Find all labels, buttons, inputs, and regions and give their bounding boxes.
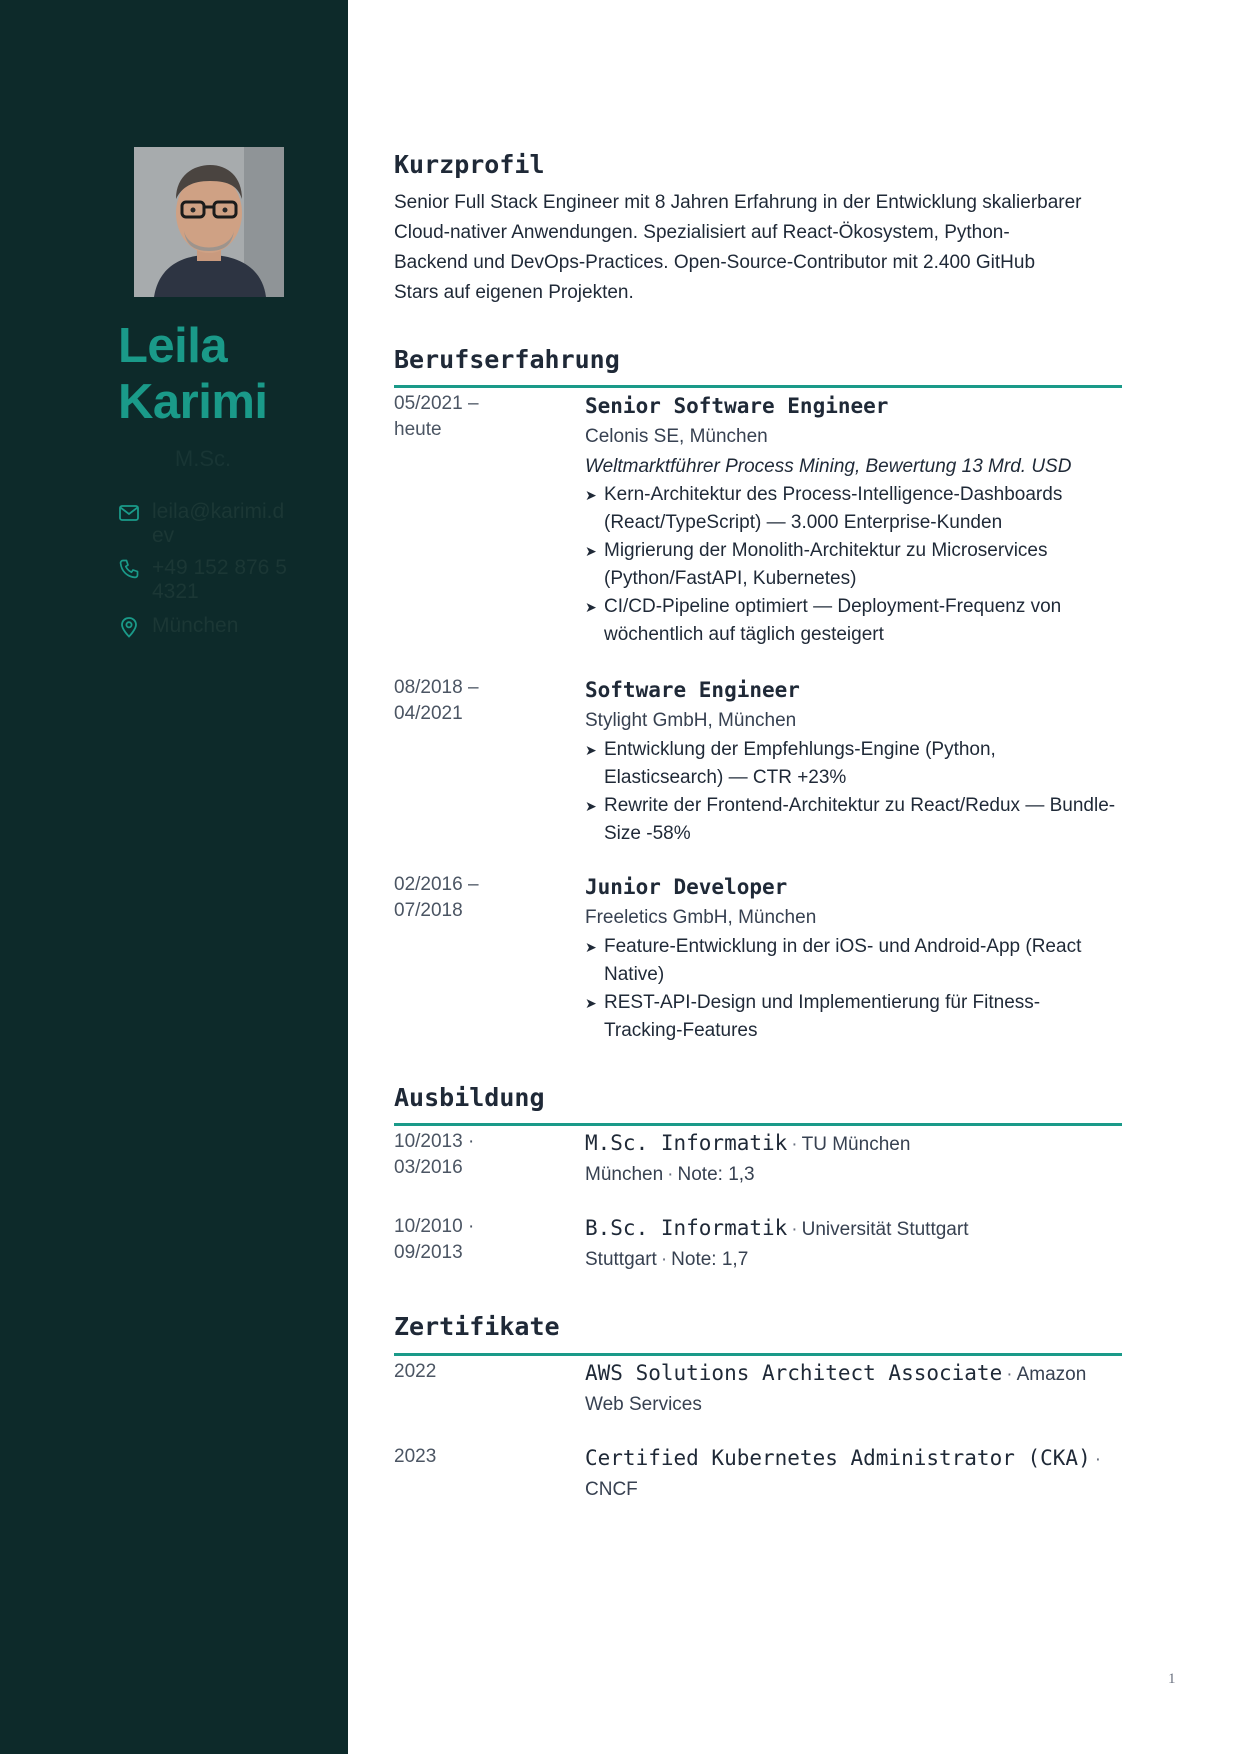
mail-icon xyxy=(118,502,140,524)
arrow-bullet-icon: ➤ xyxy=(585,939,597,955)
arrow-bullet-icon: ➤ xyxy=(585,995,597,1011)
job-date xyxy=(394,872,534,924)
date-end: 07/2018 xyxy=(394,900,463,921)
page-number: 1 xyxy=(1168,1671,1176,1687)
education-school: Universität Stuttgart xyxy=(801,1219,969,1240)
education-detail-line xyxy=(585,1245,1145,1275)
certificate-issuer: Amazon xyxy=(1016,1364,1087,1385)
certificate-issuer-line: CNCF xyxy=(585,1479,638,1500)
list-item xyxy=(585,792,1145,848)
certificate-name: AWS Solutions Architect Associate xyxy=(585,1361,1003,1385)
location-text: München xyxy=(152,614,239,637)
email-text: leila@karimi.dev xyxy=(152,500,285,547)
name-first: Leila xyxy=(118,319,228,373)
list-item xyxy=(585,593,1145,649)
job-title: Senior Software Engineer xyxy=(585,394,889,418)
job-company: Celonis SE, München xyxy=(585,426,768,447)
bullet-line: Tracking-Features xyxy=(604,1020,758,1041)
bullet-line: Rewrite der Frontend-Architektur zu React/Redux — Bundle- xyxy=(604,795,1116,816)
profile-line: Stars auf eigenen Projekten. xyxy=(394,282,634,303)
separator-dot: · xyxy=(791,1134,798,1155)
section-divider xyxy=(394,1353,1122,1356)
profile-line: Backend und DevOps-Practices. Open-Source-Contributor mit 2.400 GitHub xyxy=(394,252,1036,273)
job-entry xyxy=(585,390,1145,649)
bullet-line: (Python/FastAPI, Kubernetes) xyxy=(604,568,857,589)
location-pin-icon xyxy=(118,616,140,638)
company-city: München xyxy=(718,710,797,731)
contact-location xyxy=(118,614,292,638)
separator-dot: · xyxy=(667,1164,674,1185)
arrow-bullet-icon: ➤ xyxy=(585,487,597,503)
job-bullets xyxy=(585,933,1145,1045)
phone-text: +49 152 876 54321 xyxy=(152,556,287,603)
job-entry xyxy=(585,871,1145,1045)
bullet-line: Entwicklung der Empfehlungs-Engine (Python, xyxy=(604,739,996,760)
list-item xyxy=(585,736,1145,792)
company-name: Freeletics GmbH xyxy=(585,907,728,928)
section-heading-education: Ausbildung xyxy=(394,1083,545,1112)
company-description: Weltmarktführer Process Mining, Bewertung 13 Mrd. USD xyxy=(585,456,1072,477)
bullet-line: Elasticsearch) — CTR +23% xyxy=(604,767,847,788)
education-entry xyxy=(585,1128,1145,1190)
arrow-bullet-icon: ➤ xyxy=(585,798,597,814)
list-item xyxy=(585,537,1145,593)
profile-photo xyxy=(134,147,284,297)
bullet-line: REST-API-Design und Implementierung für Fitness- xyxy=(604,992,1041,1013)
certificate-entry xyxy=(585,1358,1145,1420)
section-divider xyxy=(394,385,1122,388)
education-grade: Note: 1,7 xyxy=(671,1249,749,1270)
contact-phone[interactable] xyxy=(118,556,292,604)
certificate-line xyxy=(585,1443,1145,1475)
company-name: Celonis SE xyxy=(585,426,679,447)
bullet-line: (React/TypeScript) — 3.000 Enterprise-Kunden xyxy=(604,512,1003,533)
list-item xyxy=(585,989,1145,1045)
bullet-line: Feature-Entwicklung in der iOS- und Android-App (React xyxy=(604,936,1082,957)
profile-line: Cloud-nativer Anwendungen. Spezialisiert auf React-Ökosystem, Python- xyxy=(394,222,1010,243)
arrow-bullet-icon: ➤ xyxy=(585,742,597,758)
date-end: heute xyxy=(394,419,442,440)
section-divider xyxy=(394,1123,1122,1126)
company-city: München xyxy=(689,426,768,447)
education-city: Stuttgart xyxy=(585,1249,657,1270)
job-bullets xyxy=(585,736,1145,848)
bullet-line: Kern-Architektur des Process-Intelligence-Dashboards xyxy=(604,484,1063,505)
bullet-line: Native) xyxy=(604,964,665,985)
phone-icon xyxy=(118,558,140,580)
certificate-entry xyxy=(585,1443,1145,1505)
education-date xyxy=(394,1129,534,1181)
section-heading-profile: Kurzprofil xyxy=(394,150,545,179)
job-title: Software Engineer xyxy=(585,678,800,702)
bullet-line: Migrierung der Monolith-Architektur zu Microservices xyxy=(604,540,1048,561)
date-start: 10/2010 · xyxy=(394,1216,475,1237)
company-name: Stylight GmbH xyxy=(585,710,708,731)
job-title: Junior Developer xyxy=(585,875,788,899)
certificate-line xyxy=(585,1358,1145,1390)
education-date xyxy=(394,1214,534,1266)
academic-degree: M.Sc. xyxy=(174,446,232,471)
education-heading-line xyxy=(585,1213,1145,1245)
separator-dot: · xyxy=(1006,1364,1013,1385)
bullet-line: CI/CD-Pipeline optimiert — Deployment-Frequenz von xyxy=(604,596,1062,617)
list-item xyxy=(585,933,1145,989)
date-start: 05/2021 – xyxy=(394,393,479,414)
date-start: 08/2018 – xyxy=(394,677,479,698)
education-heading-line xyxy=(585,1128,1145,1160)
education-detail-line xyxy=(585,1160,1145,1190)
date-end: 09/2013 xyxy=(394,1242,463,1263)
education-degree: B.Sc. Informatik xyxy=(585,1216,788,1240)
date-end: 04/2021 xyxy=(394,703,463,724)
separator-dot: · xyxy=(1094,1449,1102,1470)
education-degree: M.Sc. Informatik xyxy=(585,1131,788,1155)
separator-dot: · xyxy=(660,1249,668,1270)
list-item xyxy=(585,481,1145,537)
date-start: 02/2016 – xyxy=(394,874,479,895)
section-heading-certificates: Zertifikate xyxy=(394,1312,560,1341)
job-bullets xyxy=(585,481,1145,649)
education-city: München xyxy=(585,1164,664,1185)
profile-line: Senior Full Stack Engineer mit 8 Jahren Erfahrung in der Entwicklung skalierbarer xyxy=(394,192,1082,213)
bullet-line: Size -58% xyxy=(604,823,691,844)
certificate-issuer-line: Web Services xyxy=(585,1394,702,1415)
date-start: 10/2013 · xyxy=(394,1131,475,1152)
contact-email[interactable] xyxy=(118,500,292,548)
education-school: TU München xyxy=(801,1134,911,1155)
job-date xyxy=(394,675,534,727)
job-date xyxy=(394,391,534,443)
profile-summary xyxy=(394,188,1134,308)
certificate-name: Certified Kubernetes Administrator (CKA) xyxy=(585,1446,1091,1470)
job-company: Freeletics GmbH, München xyxy=(585,907,817,928)
name-last: Karimi xyxy=(118,375,268,429)
arrow-bullet-icon: ➤ xyxy=(585,543,597,559)
date-end: 03/2016 xyxy=(394,1157,463,1178)
certificate-year: 2023 xyxy=(394,1446,437,1467)
company-city: München xyxy=(738,907,817,928)
profile-photo-image xyxy=(134,147,284,297)
certificate-year: 2022 xyxy=(394,1361,437,1382)
education-entry xyxy=(585,1213,1145,1275)
education-grade: Note: 1,3 xyxy=(677,1164,755,1185)
job-entry xyxy=(585,674,1145,848)
separator-dot: · xyxy=(791,1219,798,1240)
section-heading-experience: Berufserfahrung xyxy=(394,345,620,374)
job-company: Stylight GmbH, München xyxy=(585,710,797,731)
bullet-line: wöchentlich auf täglich gesteigert xyxy=(604,624,884,645)
candidate-name xyxy=(118,318,338,430)
arrow-bullet-icon: ➤ xyxy=(585,599,597,615)
